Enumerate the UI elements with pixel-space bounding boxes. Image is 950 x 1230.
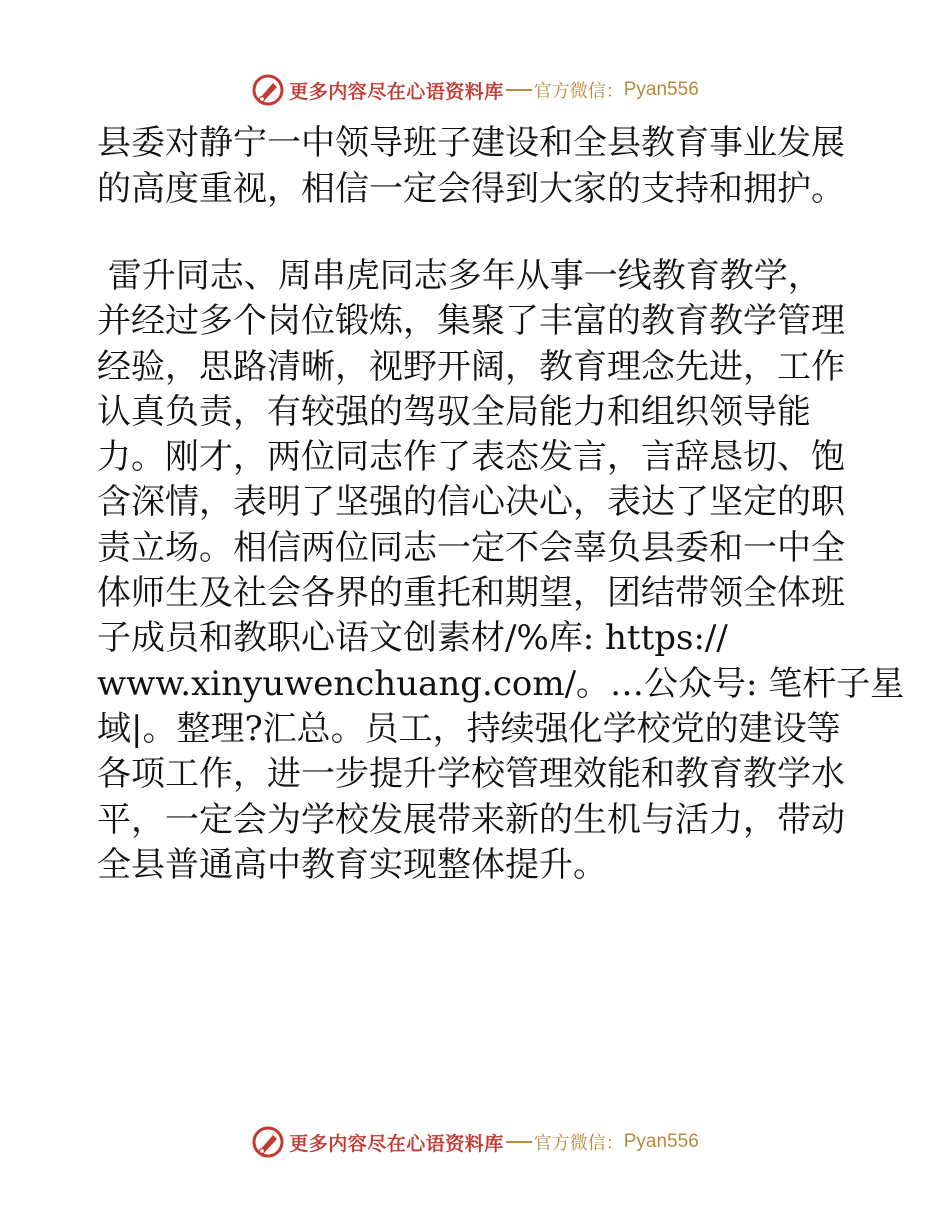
pen-nib-logo-icon xyxy=(251,73,285,107)
pen-nib-logo-icon xyxy=(251,1125,285,1159)
text-line: 含深情，表明了坚强的信心决心，表达了坚定的职 xyxy=(97,482,845,523)
header-banner xyxy=(0,70,950,110)
header-wechat-label: 官方微信： xyxy=(533,81,624,102)
text-line: 平，一定会为学校发展带来新的生机与活力，带动 xyxy=(97,799,845,840)
footer-banner xyxy=(0,1122,950,1162)
footer-brand-text: 更多内容尽在心语资料库 xyxy=(289,1132,504,1155)
text-line: 体师生及社会各界的重托和期望，团结带领全体班 xyxy=(97,573,845,614)
footer-wechat-label: 官方微信： xyxy=(533,1133,624,1154)
text-line: 域|。整理?汇总。员工，持续强化学校党的建设等 xyxy=(97,708,841,749)
footer-wechat-id: Pyan556 xyxy=(623,1131,699,1152)
text-line: 的高度重视，相信一定会得到大家的支持和拥护。 xyxy=(97,169,845,209)
header-brand-text: 更多内容尽在心语资料库 xyxy=(289,80,504,103)
footer-dash-divider xyxy=(506,1141,532,1143)
header-dash-divider xyxy=(506,89,532,91)
text-line: 经验，思路清晰，视野开阔，教育理念先进，工作 xyxy=(97,346,845,387)
text-line: 各项工作，进一步提升学校管理效能和教育教学水 xyxy=(97,754,845,795)
text-line: 子成员和教职心语文创素材/%库: https:// xyxy=(97,618,728,659)
text-line: 县委对静宁一中领导班子建设和全县教育事业发展 xyxy=(97,123,845,163)
text-line: 全县普通高中教育实现整体提升。 xyxy=(97,844,607,885)
header-wechat-id: Pyan556 xyxy=(623,79,699,100)
paragraph-2 xyxy=(97,254,905,888)
text-line: www.xinyuwenchuang.com/。…公众号: 笔杆子星 xyxy=(97,663,905,704)
text-line: 并经过多个岗位锻炼，集聚了丰富的教育教学管理 xyxy=(97,301,845,342)
text-line: 认真负责，有较强的驾驭全局能力和组织领导能 xyxy=(97,391,811,432)
paragraph-1 xyxy=(97,120,857,212)
text-line: 责立场。相信两位同志一定不会辜负县委和一中全 xyxy=(97,527,845,568)
text-line: 雷升同志、周串虎同志多年从事一线教育教学， xyxy=(97,256,822,296)
text-line: 力。刚才，两位同志作了表态发言，言辞恳切、饱 xyxy=(97,437,845,478)
